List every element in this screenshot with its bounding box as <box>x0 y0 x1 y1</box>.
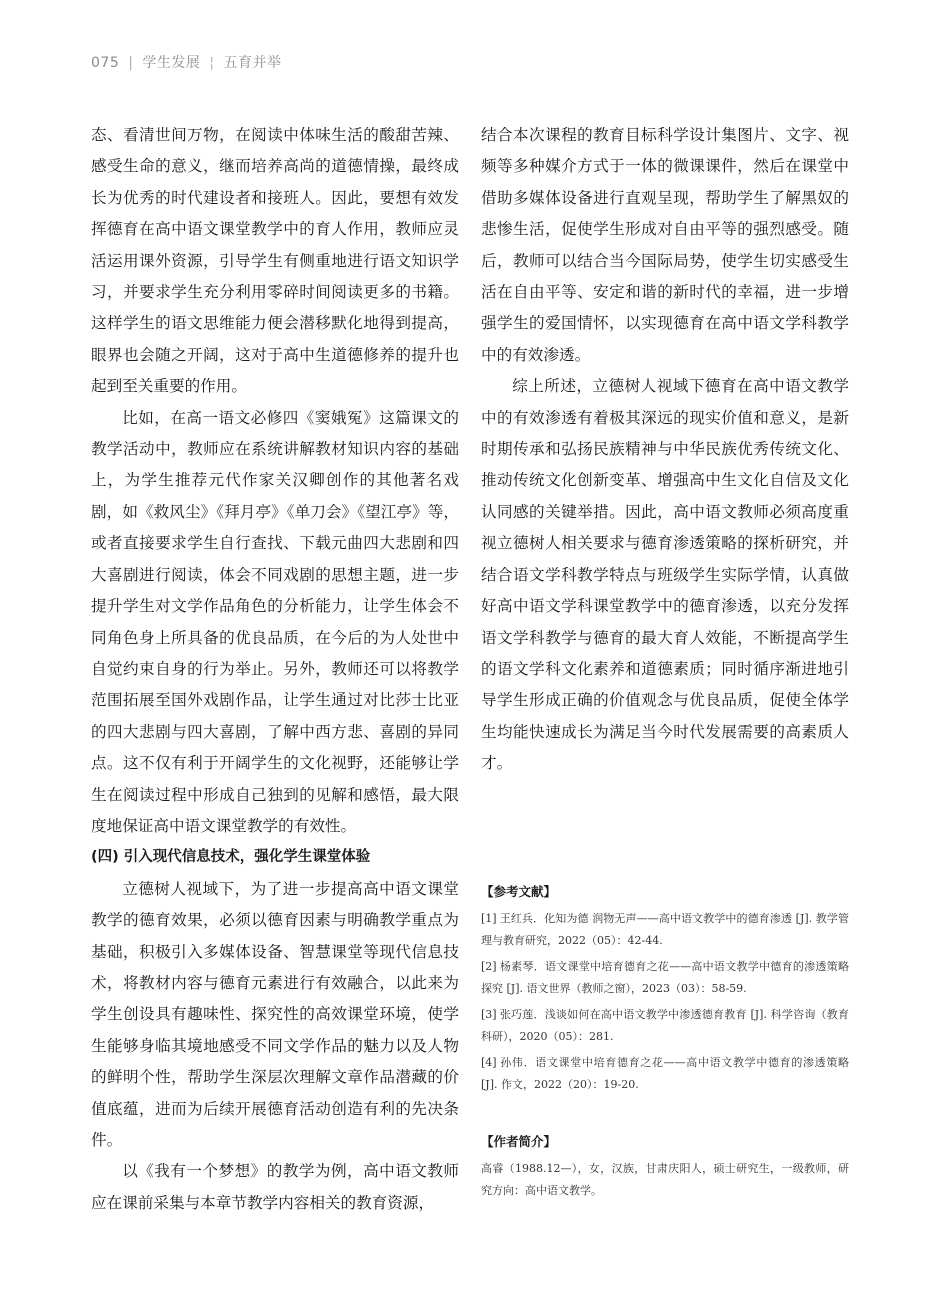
section-subheading: (四) 引入现代信息技术，强化学生课堂体验 <box>91 849 371 866</box>
reference-item <box>481 908 849 952</box>
running-header <box>91 52 281 72</box>
reference-text: 孙伟．语文课堂中培育德育之花——高中语文教学中德育的渗透策略 [J]. 作文，2022（20）：19-20. <box>481 1056 849 1091</box>
reference-number: [3] <box>481 1008 497 1021</box>
header-divider-dotted: ¦ <box>209 55 215 71</box>
reference-item <box>481 956 849 1000</box>
header-section: 学生发展 <box>142 55 201 71</box>
references-title: 【参考文献】 <box>481 884 557 899</box>
page-number: 075 <box>91 55 120 71</box>
author-bio-section <box>481 1132 849 1202</box>
body-paragraph: 态、看清世间万物，在阅读中体味生活的酸甜苦辣、感受生命的意义，继而培养高尚的道德情操，最终成长为优秀的时代建设者和接班人。因此，要想有效发挥德育在高中语文课堂教学中的育人作用，教师应灵活运用课外资源，引导学生有侧重地进行语文知识学习，并要求学生充分利用零碎时间阅读更多的书籍。这样学生的语文思维能力便会潜移默化地得到提高，眼界也会随之开阔，这对于高中生道德修养的提升也起到至关重要的作用。 <box>91 126 459 396</box>
body-paragraph: 比如，在高一语文必修四《窦娥冤》这篇课文的教学活动中，教师应在系统讲解教材知识内容的基础上，为学生推荐元代作家关汉卿创作的其他著名戏剧，如《救风尘》《拜月亭》《单刀会》《望江亭》等，或者直接要求学生自行查找、下载元曲四大悲剧和四大喜剧进行阅读，体会不同戏剧的思想主题，进一步提升学生对文学作品角色的分析能力，让学生体会不同角色身上所具备的优良品质，在今后的为人处世中自觉约束自身的行为举止。另外，教师还可以将教学范围拓展至国外戏剧作品，让学生通过对比莎士比亚的四大悲剧与四大喜剧，了解中西方悲、喜剧的异同点。这不仅有利于开阔学生的文化视野，还能够让学生在阅读过程中形成自己独到的见解和感悟，最大限度地保证高中语文课堂教学的有效性。 <box>91 408 459 835</box>
body-paragraph: 立德树人视域下，为了进一步提高高中语文课堂教学的德育效果，必须以德育因素与明确教学重点为基础，积极引入多媒体设备、智慧课堂等现代信息技术，将教材内容与德育元素进行有效融合，以此来为学生创设具有趣味性、探究性的高效课堂环境，使学生能够身临其境地感受不同文学作品的魅力以及人物的鲜明个性，帮助学生深层次理解文章作品潜藏的价值底蕴，进而为后续开展德育活动创造有利的先决条件。 <box>91 879 459 1149</box>
header-subsection: 五育并举 <box>223 55 282 71</box>
left-column <box>91 120 459 1219</box>
reference-number: [1] <box>481 912 497 925</box>
reference-item <box>481 1004 849 1048</box>
header-divider: | <box>128 55 134 71</box>
author-bio-title: 【作者简介】 <box>481 1134 557 1149</box>
right-column <box>481 120 849 780</box>
body-paragraph: 综上所述，立德树人视域下德育在高中语文教学中的有效渗透有着极其深远的现实价值和意义，是新时期传承和弘扬民族精神与中华民族优秀传统文化、推动传统文化创新变革、增强高中生文化自信及文化认同感的关键举措。因此，高中语文教师必须高度重视立德树人相关要求与德育渗透策略的探析研究，并结合语文学科教学特点与班级学生实际学情，认真做好高中语文学科课堂教学中的德育渗透，以充分发挥语文学科教学与德育的最大育人效能，不断提高学生的语文学科文化素养和道德素质；同时循序渐进地引导学生形成正确的价值观念与优良品质，促使全体学生均能快速成长为满足当今时代发展需要的高素质人才。 <box>481 377 849 773</box>
reference-number: [4] <box>481 1056 497 1069</box>
references-section <box>481 882 849 1100</box>
reference-number: [2] <box>481 960 497 973</box>
reference-text: 王红兵．化知为德 润物无声——高中语文教学中的德育渗透 [J]. 教学管理与教育研究，2022（05）：42-44. <box>481 912 849 947</box>
reference-text: 张巧莲．浅谈如何在高中语文教学中渗透德育教育 [J]. 科学咨询（教育科研），2020（05）：281. <box>481 1008 849 1043</box>
body-paragraph: 以《我有一个梦想》的教学为例，高中语文教师应在课前采集与本章节教学内容相关的教育资源， <box>91 1162 459 1212</box>
reference-text: 杨素琴．语文课堂中培育德育之花——高中语文教学中德育的渗透策略探究 [J]. 语文世界（教师之窗），2023（03）：58-59. <box>481 960 849 995</box>
reference-item <box>481 1052 849 1096</box>
body-paragraph: 结合本次课程的教育目标科学设计集图片、文字、视频等多种媒介方式于一体的微课课件，然后在课堂中借助多媒体设备进行直观呈现，帮助学生了解黑奴的悲惨生活，促使学生形成对自由平等的强烈感受。随后，教师可以结合当今国际局势，使学生切实感受生活在自由平等、安定和谐的新时代的幸福，进一步增强学生的爱国情怀，以实现德育在高中语文学科教学中的有效渗透。 <box>481 126 849 364</box>
author-bio-text: 高睿（1988.12—），女，汉族，甘肃庆阳人，硕士研究生，一级教师，研究方向：高中语文教学。 <box>481 1162 849 1197</box>
